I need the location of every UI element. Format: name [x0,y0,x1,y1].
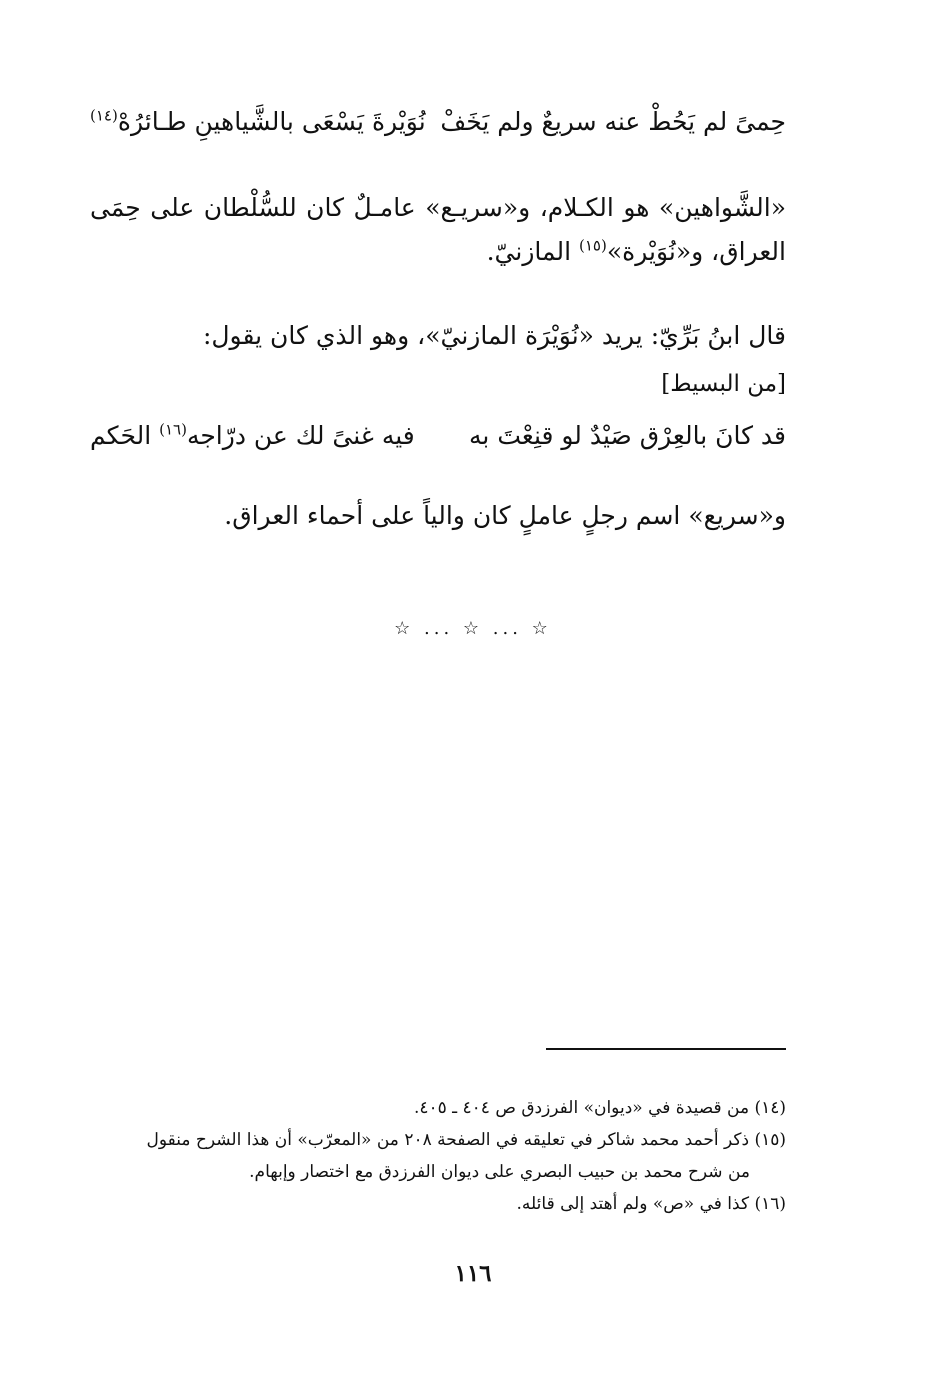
verse-1-second-hemistich-text: نُوَيْرةَ يَسْعَى بالشَّياهينِ طـائرُهْ [117,107,426,136]
paragraph-1 [90,186,786,274]
footnote-15-continuation: من شرح محمد بن حبيب البصري على ديوان الفرزدق مع اختصار وإبهام. [249,1162,750,1182]
page-number: ١١٦ [454,1260,492,1287]
paragraph-3: و«سريع» اسم رجلٍ عاملٍ كان والياً على أحماء العراق. [224,501,786,530]
verse-2-second-hemistich-tail: الحَكم [90,421,160,450]
verse-1-second-hemistich [90,100,426,144]
verse-2-second-hemistich-text: فيه غنىً لك عن درّاجه [186,421,415,450]
footnote-separator [546,1048,786,1050]
verse-1 [90,100,786,144]
footnote-15: (١٥) ذكر أحمد محمد شاكر في تعليقه في الصفحة ٢٠٨ من «المعرّب» أن هذا الشرح منقول [146,1130,786,1150]
footnotes [90,1092,786,1220]
verse-2-second-hemistich [90,414,415,458]
footnote-16: (١٦) كذا في «ص» ولم أهتد إلى قائله. [516,1194,786,1214]
verse-2 [90,414,786,458]
verse-2-first-hemistich: قد كانَ بالعِرْق صَيْدٌ لو قنِعْتَ به [469,421,786,450]
paragraph-1-text: «الشَّواهين» هو الكـلام، و«سريـع» عامـلٌ كان للسُّلْطان على حِمَى العراق، و«نُوَيْرة» [90,193,786,266]
footnote-ref-15[interactable]: (١٥) [578,236,607,255]
footnote-ref-16[interactable]: (١٦) [159,420,187,439]
section-ornament: ☆ ... ☆ ... ☆ [394,618,552,639]
meter-label: [من البسيط] [661,371,786,397]
verse-1-first-hemistich: حِمىً لم يَحُطْ عنه سريعٌ ولم يَخَفْ [440,107,786,136]
paragraph-2: قال ابنُ بَرِّيّ: يريد «نُوَيْرَة المازنيّ»، وهو الذي كان يقول: [202,321,786,350]
paragraph-1-tail: المازنيّ. [486,237,579,266]
footnote-14: (١٤) من قصيدة في «ديوان» الفرزدق ص ٤٠٤ ـ ٤٠٥. [413,1098,786,1118]
footnote-ref-14[interactable]: (١٤) [90,106,118,125]
